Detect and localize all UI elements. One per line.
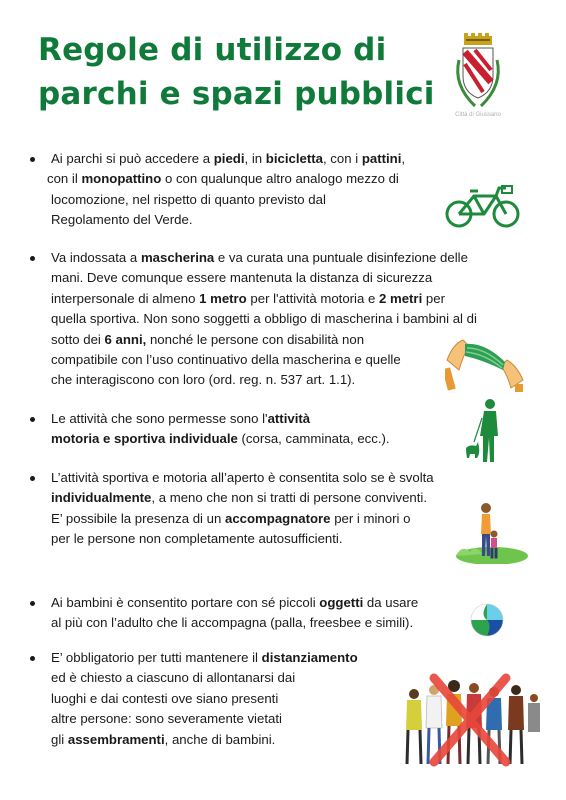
rule-keyword: assembramenti bbox=[67, 731, 165, 747]
rule-text: mani. Deve comunque essere mantenuta la distanza di sicurezza bbox=[51, 270, 433, 286]
rule-item bbox=[30, 248, 477, 391]
bullet-icon bbox=[30, 256, 35, 261]
rule-keyword: bicicletta bbox=[265, 151, 323, 166]
rule-text: , in bbox=[244, 151, 266, 166]
rule-text: Va indossata a bbox=[51, 250, 141, 265]
face-mask-icon bbox=[445, 330, 525, 392]
rule-line bbox=[30, 350, 477, 370]
rule-line bbox=[30, 309, 477, 329]
rule-text: luoghi e dai contesti ove siano presenti bbox=[51, 690, 279, 706]
rule-keyword: monopattino bbox=[81, 171, 162, 187]
rule-line bbox=[30, 689, 358, 709]
bicycle-icon bbox=[444, 182, 522, 232]
rule-line bbox=[30, 509, 434, 529]
rule-text: per i minori o bbox=[330, 510, 411, 526]
rule-line bbox=[30, 730, 358, 750]
title-line-1: Regole di utilizzo di bbox=[38, 32, 387, 68]
rule-text: e va curata una puntuale disinfezione delle bbox=[214, 250, 468, 265]
rule-keyword: attività bbox=[267, 411, 311, 426]
rule-line bbox=[30, 429, 390, 449]
rule-line bbox=[30, 190, 405, 210]
rule-keyword: 1 metro bbox=[199, 290, 247, 306]
rule-text: ed è chiesto a ciascuno di allontanarsi dai bbox=[51, 670, 296, 686]
rule-text: o con qualunque altro analogo mezzo di bbox=[161, 171, 399, 187]
rule-text: da usare bbox=[363, 595, 419, 610]
bullet-icon bbox=[30, 417, 35, 422]
bullet-icon bbox=[30, 157, 35, 162]
rule-text: , bbox=[401, 151, 406, 166]
rule-line bbox=[30, 370, 477, 390]
rule-line bbox=[30, 593, 418, 613]
rule-text: Regolamento del Verde. bbox=[51, 212, 193, 228]
rule-text: che interagiscono con loro (ord. reg. n. 537 art. 1.1). bbox=[51, 372, 356, 388]
rule-text: E’ possibile la presenza di un bbox=[51, 510, 225, 526]
rule-keyword: motoria e sportiva individuale bbox=[51, 431, 238, 447]
rule-item bbox=[30, 409, 390, 450]
rule-text: , con i bbox=[322, 151, 362, 166]
rule-keyword: distanziamento bbox=[261, 650, 358, 665]
bullet-icon bbox=[30, 656, 35, 661]
beach-ball-icon bbox=[470, 603, 504, 637]
rule-line bbox=[30, 668, 358, 688]
rule-keyword: individualmente bbox=[51, 490, 152, 506]
rule-text: gli bbox=[51, 731, 68, 747]
rule-line bbox=[30, 330, 477, 350]
bullet-icon bbox=[30, 601, 35, 606]
rule-text: per le persone non completamente autosufficienti. bbox=[51, 531, 343, 547]
person-walking-dog-icon bbox=[464, 398, 506, 466]
rule-line bbox=[30, 210, 405, 230]
rule-line bbox=[30, 149, 405, 169]
rule-item bbox=[30, 648, 358, 750]
rule-text: E’ obbligatorio per tutti mantenere il bbox=[51, 650, 262, 665]
rule-line bbox=[30, 529, 434, 549]
title-line-2: parchi e spazi pubblici bbox=[38, 76, 435, 112]
rule-keyword: accompagnatore bbox=[224, 510, 331, 526]
rule-line bbox=[30, 468, 434, 488]
rule-line bbox=[30, 169, 405, 189]
rule-text: compatibile con l’uso continuativo della mascherina e quelle bbox=[51, 352, 401, 368]
rule-line bbox=[30, 289, 477, 309]
rule-keyword: 6 anni, bbox=[104, 331, 147, 347]
rule-line bbox=[30, 268, 477, 288]
rule-keyword: piedi bbox=[213, 151, 245, 166]
rule-keyword: oggetti bbox=[319, 595, 364, 610]
rule-keyword: pattini bbox=[361, 151, 402, 166]
rule-text: , a meno che non si tratti di persone conviventi. bbox=[151, 490, 428, 506]
crest-caption: Città di Giussano bbox=[455, 112, 501, 118]
rule-line bbox=[30, 613, 418, 633]
rule-line bbox=[30, 709, 358, 729]
rule-line bbox=[30, 488, 434, 508]
rule-text: sotto dei bbox=[51, 331, 105, 347]
rule-text: Le attività che sono permesse sono l' bbox=[51, 411, 268, 426]
rule-item bbox=[30, 468, 434, 550]
rule-text: , anche di bambini. bbox=[164, 731, 276, 747]
rule-line bbox=[30, 248, 477, 268]
rule-text: (corsa, camminata, ecc.). bbox=[237, 431, 390, 447]
rule-text: per bbox=[422, 290, 445, 306]
rule-keyword: mascherina bbox=[140, 250, 215, 265]
rule-line bbox=[30, 648, 358, 668]
rule-text: Ai bambini è consentito portare con sé piccoli bbox=[51, 595, 320, 610]
rule-text: interpersonale di almeno bbox=[51, 290, 200, 306]
rule-keyword: 2 metri bbox=[378, 290, 423, 306]
rule-text: nonché le persone con disabilità non bbox=[146, 331, 365, 347]
rule-text: quella sportiva. Non sono soggetti a obbligo di mascherina i bambini al di bbox=[51, 311, 477, 327]
rule-text: locomozione, nel rispetto di quanto previsto dal bbox=[51, 191, 326, 207]
crowd-crossed-out-icon bbox=[394, 670, 546, 768]
rule-line bbox=[30, 409, 390, 429]
rule-item bbox=[30, 149, 405, 231]
bullet-icon bbox=[30, 476, 35, 481]
rule-text: altre persone: sono severamente vietati bbox=[51, 711, 282, 727]
rule-text: L’attività sportiva e motoria all’aperto è consentita solo se è svolta bbox=[51, 470, 434, 485]
adult-with-child-icon bbox=[452, 500, 528, 564]
rule-item bbox=[30, 593, 418, 634]
rule-text: per l'attività motoria e bbox=[246, 290, 379, 306]
rule-text: Ai parchi si può accedere a bbox=[51, 151, 214, 166]
rule-text: al più con l’adulto che li accompagna (palla, freesbee e simili). bbox=[51, 615, 414, 631]
rule-text: con il bbox=[47, 171, 82, 187]
